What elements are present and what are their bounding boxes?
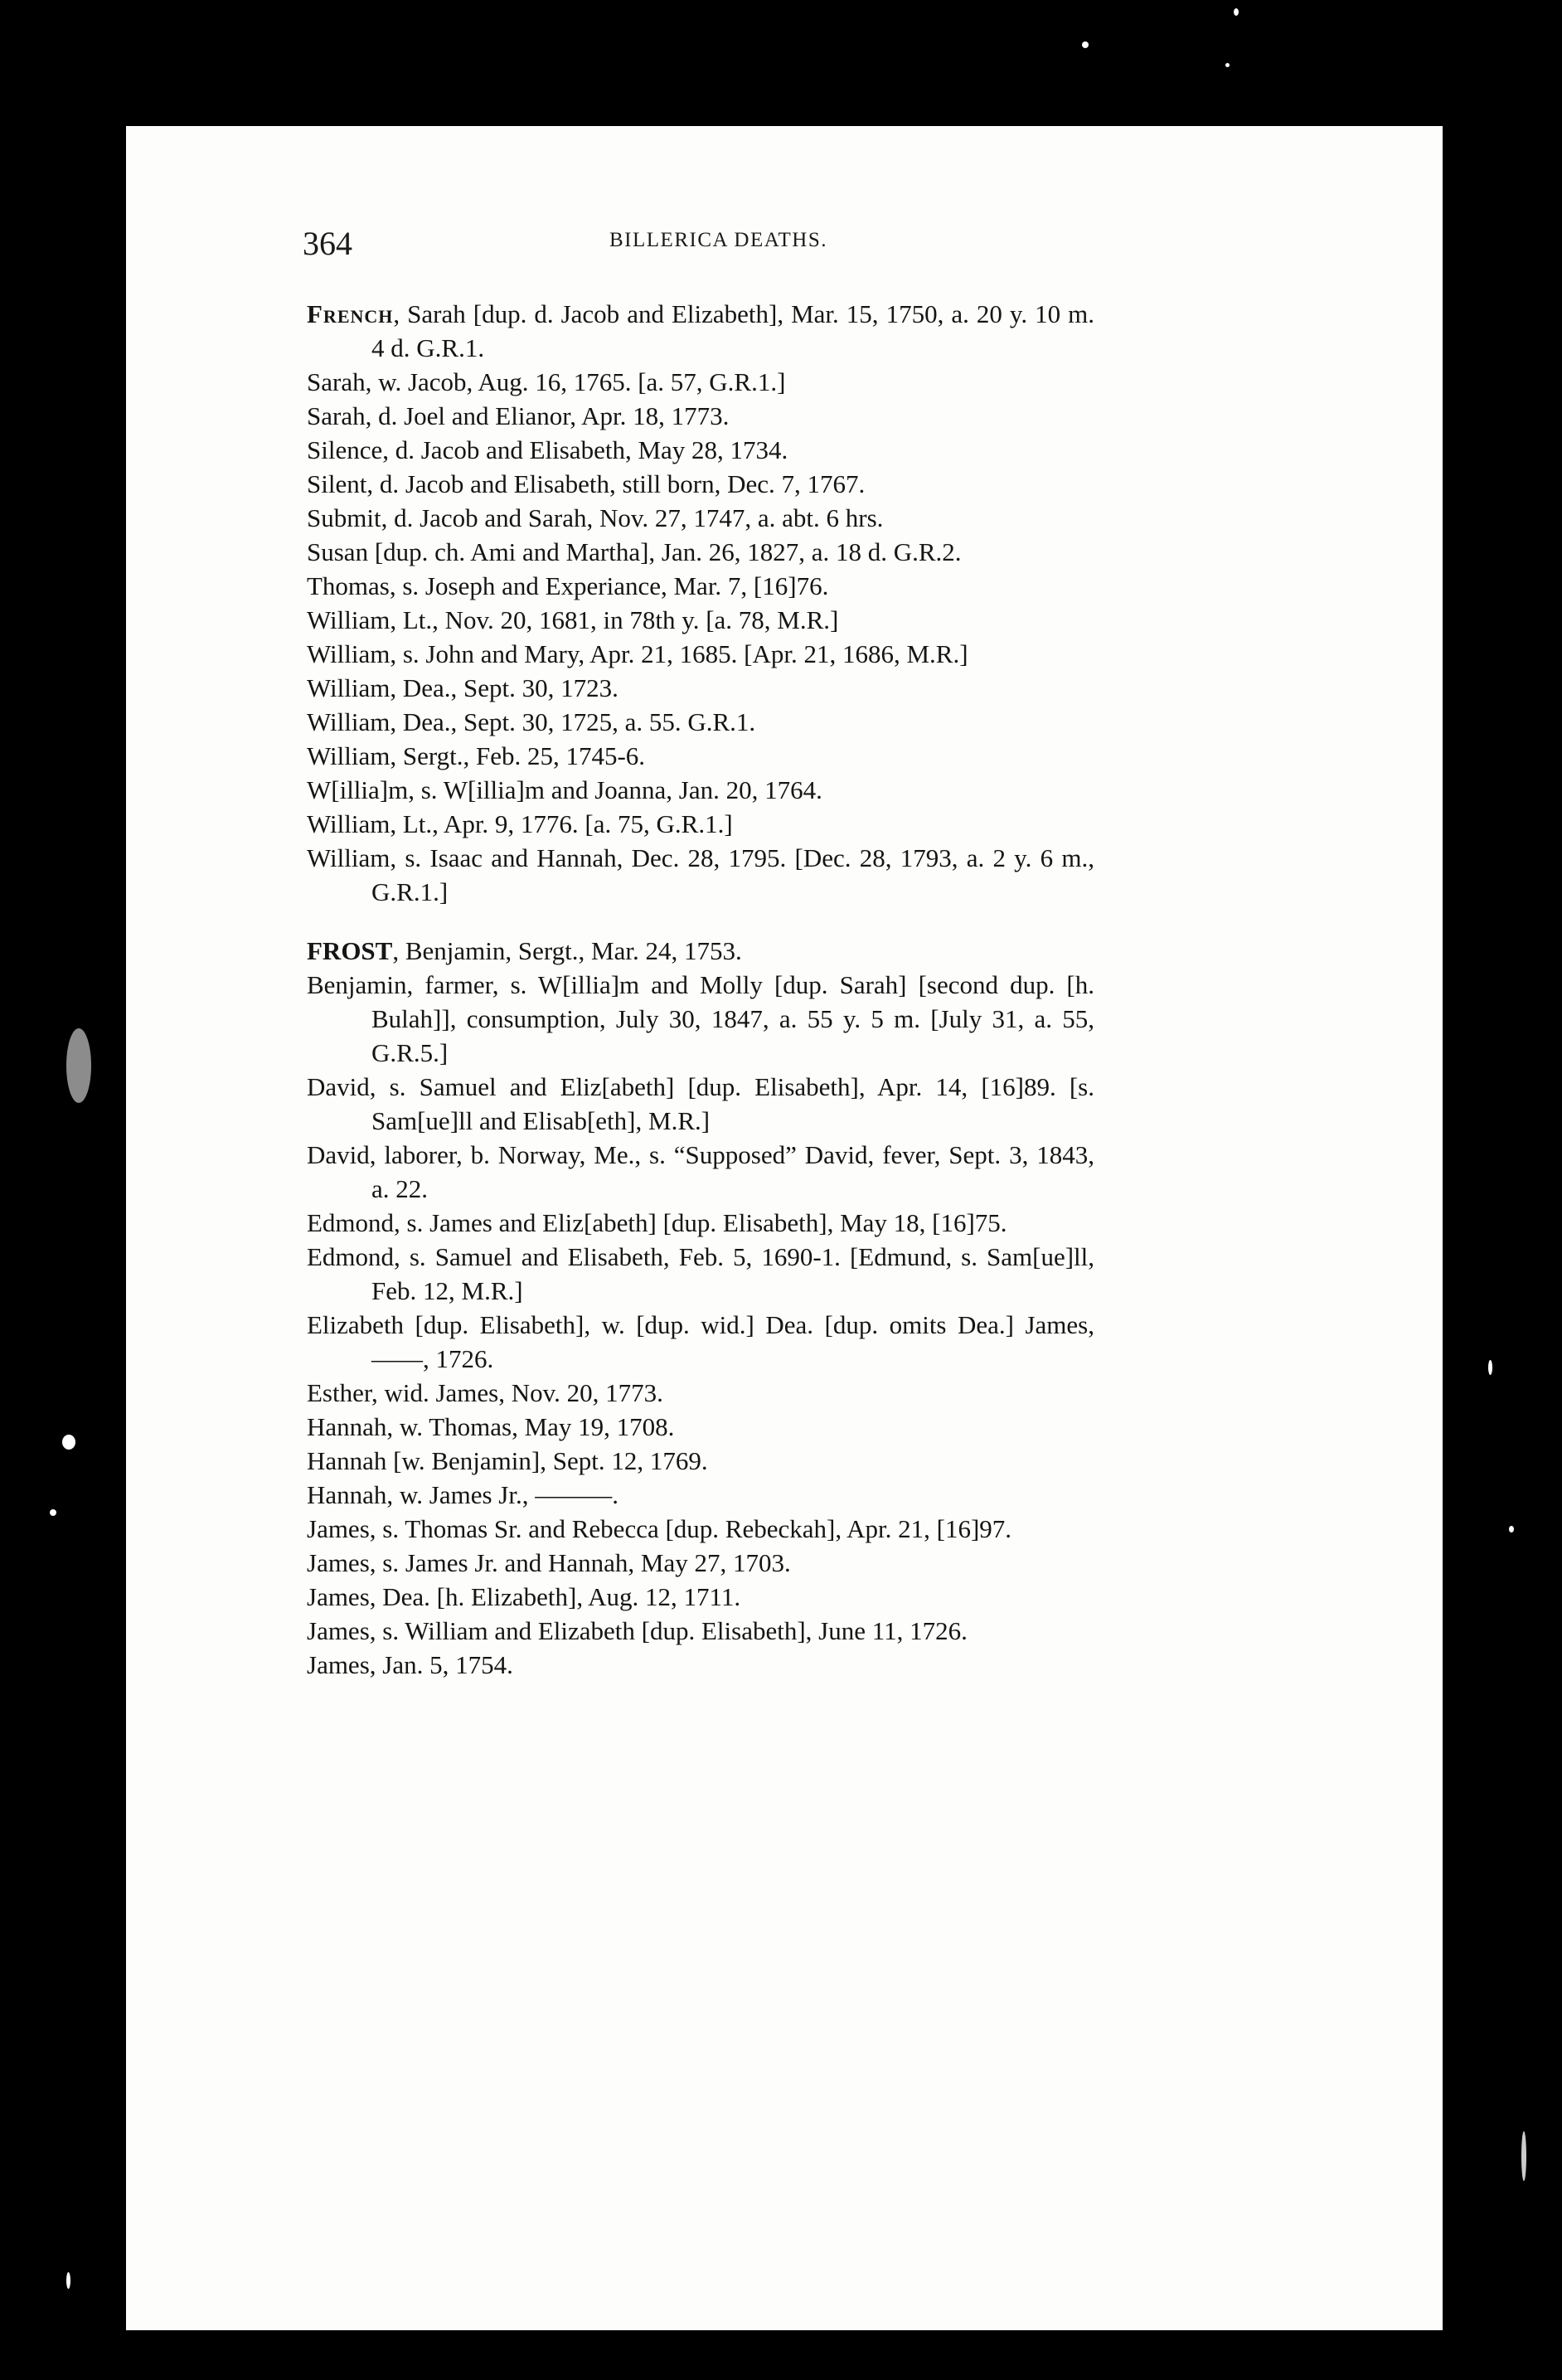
death-record-list bbox=[307, 297, 1094, 1682]
record-text: William, Dea., Sept. 30, 1725, a. 55. G.R.1. bbox=[307, 707, 756, 736]
record-text: Hannah [w. Benjamin], Sept. 12, 1769. bbox=[307, 1446, 708, 1475]
death-record-entry bbox=[307, 433, 1094, 467]
record-text: W[illia]m, s. W[illia]m and Joanna, Jan. 20, 1764. bbox=[307, 775, 822, 804]
death-record-entry bbox=[307, 637, 1094, 671]
death-record-entry bbox=[307, 1206, 1094, 1240]
death-record-entry bbox=[307, 705, 1094, 739]
record-text: Benjamin, farmer, s. W[illia]m and Molly [dup. Sarah] [second dup. [h. Bulah]], consumption, July 30, 1847, a. 55 y. 5 m. [July 31, a. 55, G.R.5.] bbox=[307, 970, 1094, 1067]
death-record-entry bbox=[307, 841, 1094, 909]
death-record-entry bbox=[307, 1308, 1094, 1376]
record-text: William, s. John and Mary, Apr. 21, 1685. [Apr. 21, 1686, M.R.] bbox=[307, 639, 968, 668]
scan-speck bbox=[66, 2272, 70, 2289]
death-record-entry bbox=[307, 934, 1094, 968]
scan-speck bbox=[1521, 2131, 1526, 2181]
record-text: Esther, wid. James, Nov. 20, 1773. bbox=[307, 1378, 663, 1407]
death-record-entry bbox=[307, 1410, 1094, 1444]
death-record-entry bbox=[307, 807, 1094, 841]
death-record-entry bbox=[307, 739, 1094, 773]
record-text: William, s. Isaac and Hannah, Dec. 28, 1795. [Dec. 28, 1793, a. 2 y. 6 m., G.R.1.] bbox=[307, 843, 1094, 906]
scan-speck bbox=[1225, 63, 1230, 67]
death-record-entry bbox=[307, 535, 1094, 569]
record-text: David, s. Samuel and Eliz[abeth] [dup. Elisabeth], Apr. 14, [16]89. [s. Sam[ue]ll and Elisab[eth], M.R.] bbox=[307, 1072, 1094, 1135]
death-record-entry bbox=[307, 1070, 1094, 1138]
record-text: Submit, d. Jacob and Sarah, Nov. 27, 1747, a. abt. 6 hrs. bbox=[307, 503, 884, 532]
family-surname: FROST bbox=[307, 936, 393, 965]
scan-speck bbox=[50, 1509, 56, 1516]
death-record-entry bbox=[307, 1478, 1094, 1512]
death-record-entry bbox=[307, 671, 1094, 705]
page-number: 364 bbox=[303, 225, 352, 262]
record-text: Edmond, s. Samuel and Elisabeth, Feb. 5, 1690-1. [Edmund, s. Sam[ue]ll, Feb. 12, M.R.] bbox=[307, 1242, 1094, 1305]
death-record-entry bbox=[307, 1240, 1094, 1308]
scan-speck bbox=[1234, 8, 1239, 16]
record-text: Hannah, w. Thomas, May 19, 1708. bbox=[307, 1412, 675, 1441]
record-text: Edmond, s. James and Eliz[abeth] [dup. Elisabeth], May 18, [16]75. bbox=[307, 1208, 1007, 1237]
death-record-entry bbox=[307, 1580, 1094, 1614]
death-record-entry bbox=[307, 1376, 1094, 1410]
record-text: William, Lt., Nov. 20, 1681, in 78th y. [a. 78, M.R.] bbox=[307, 605, 839, 634]
page-header bbox=[303, 224, 1090, 274]
record-text: David, laborer, b. Norway, Me., s. “Supposed” David, fever, Sept. 3, 1843, a. 22. bbox=[307, 1140, 1094, 1203]
death-record-entry bbox=[307, 297, 1094, 365]
record-text: Hannah, w. James Jr., ———. bbox=[307, 1480, 618, 1509]
death-record-entry bbox=[307, 1648, 1094, 1682]
record-text: James, Dea. [h. Elizabeth], Aug. 12, 1711. bbox=[307, 1582, 741, 1611]
record-text: Sarah, d. Joel and Elianor, Apr. 18, 1773. bbox=[307, 401, 730, 430]
record-text: Thomas, s. Joseph and Experiance, Mar. 7, [16]76. bbox=[307, 571, 829, 600]
record-text: James, Jan. 5, 1754. bbox=[307, 1650, 513, 1679]
death-record-entry bbox=[307, 1138, 1094, 1206]
record-text: Sarah, w. Jacob, Aug. 16, 1765. [a. 57, G.R.1.] bbox=[307, 367, 786, 396]
death-record-entry bbox=[307, 569, 1094, 603]
death-record-entry bbox=[307, 467, 1094, 501]
death-record-entry bbox=[307, 1546, 1094, 1580]
death-record-entry bbox=[307, 365, 1094, 399]
record-text: , Benjamin, Sergt., Mar. 24, 1753. bbox=[392, 936, 742, 965]
scan-speck bbox=[1488, 1360, 1492, 1375]
record-text: William, Sergt., Feb. 25, 1745-6. bbox=[307, 741, 646, 770]
record-text: Silent, d. Jacob and Elisabeth, still born, Dec. 7, 1767. bbox=[307, 469, 866, 498]
record-text: Susan [dup. ch. Ami and Martha], Jan. 26, 1827, a. 18 d. G.R.2. bbox=[307, 537, 962, 566]
record-text: William, Dea., Sept. 30, 1723. bbox=[307, 673, 618, 702]
death-record-entry bbox=[307, 773, 1094, 807]
record-text: Elizabeth [dup. Elisabeth], w. [dup. wid.] Dea. [dup. omits Dea.] James, ——, 1726. bbox=[307, 1310, 1094, 1373]
family-surname: French bbox=[307, 299, 394, 328]
death-record-entry bbox=[307, 1614, 1094, 1648]
record-text: James, s. William and Elizabeth [dup. Elisabeth], June 11, 1726. bbox=[307, 1616, 968, 1645]
death-record-entry bbox=[307, 399, 1094, 433]
death-record-entry bbox=[307, 501, 1094, 535]
death-record-entry bbox=[307, 1444, 1094, 1478]
record-text: William, Lt., Apr. 9, 1776. [a. 75, G.R.1.] bbox=[307, 809, 733, 838]
record-text: Silence, d. Jacob and Elisabeth, May 28, 1734. bbox=[307, 435, 788, 464]
scan-speck bbox=[1509, 1526, 1514, 1532]
death-record-entry bbox=[307, 603, 1094, 637]
scan-speck bbox=[62, 1435, 75, 1450]
record-text: , Sarah [dup. d. Jacob and Elizabeth], Mar. 15, 1750, a. 20 y. 10 m. 4 d. G.R.1. bbox=[371, 299, 1094, 362]
record-text: James, s. Thomas Sr. and Rebecca [dup. Rebeckah], Apr. 21, [16]97. bbox=[307, 1514, 1012, 1543]
running-title: BILLERICA DEATHS. bbox=[609, 229, 827, 251]
record-text: James, s. James Jr. and Hannah, May 27, 1703. bbox=[307, 1548, 791, 1577]
scan-speck bbox=[1082, 41, 1089, 48]
death-record-entry bbox=[307, 968, 1094, 1070]
death-record-entry bbox=[307, 1512, 1094, 1546]
scan-speck bbox=[66, 1028, 91, 1103]
